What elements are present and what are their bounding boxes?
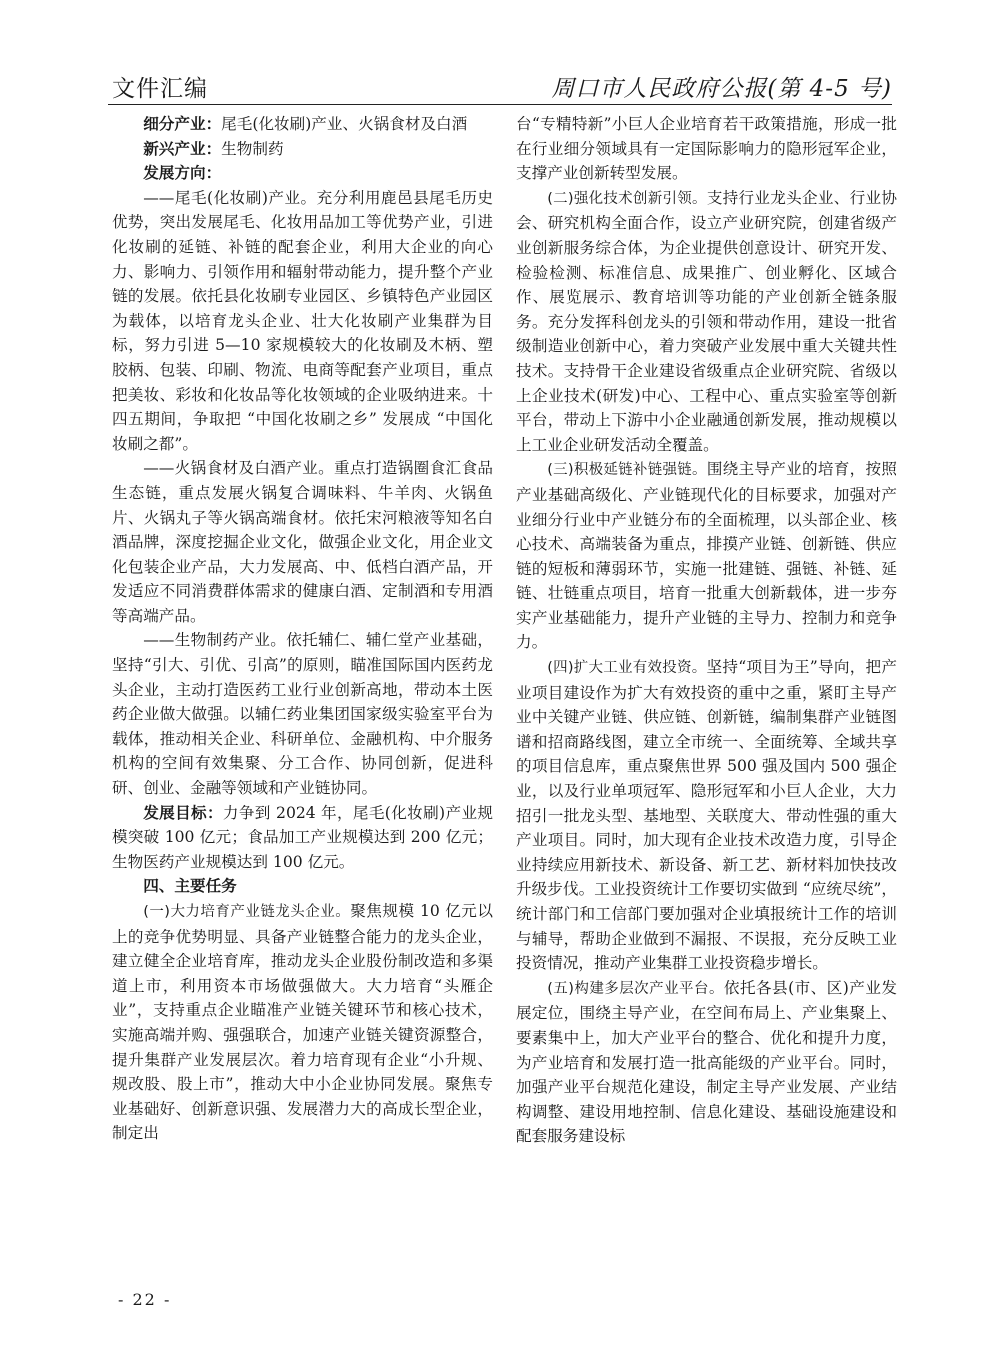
emerging-industry-label: 新兴产业：	[143, 138, 222, 158]
task-3-paragraph	[516, 457, 897, 655]
development-direction-heading	[112, 161, 493, 186]
task-5-label: (五)构建多层次产业平台。	[547, 980, 724, 997]
development-target-label: 发展目标：	[143, 802, 223, 822]
subsector-text: 尾毛(化妆刷)产业、火锅食材及白酒	[221, 115, 468, 133]
task-3-text: 围绕主导产业的培育，按照产业基础高级化、产业链现代化的目标要求，加强对产业细分行业中产业链分布的全面梳理，以头部企业、核心技术、高端装备为重点，排摸产业链、创新链、供应链的短板和薄弱环节，实施一批建链、强链、补链、延链、壮链重点项目，培育一批重大创新载体，进一步夯实产业基础能力，提升产业链的主导力、控制力和竞争力。	[516, 460, 897, 652]
journal-issue-title: 周口市人民政府公报(第 4-5 号)	[551, 76, 892, 102]
task-1-continuation: 台“专精特新”小巨人企业培育若干政策措施，形成一批在行业细分领域具有一定国际影响力的隐形冠军企业，支撑产业创新转型发展。	[516, 115, 897, 183]
task-3-label: (三)积极延链补链强链。	[547, 462, 707, 479]
development-target-paragraph	[112, 801, 493, 875]
journal-section-title: 文件汇编	[112, 76, 208, 102]
development-target-text: 力争到 2024 年，尾毛(化妆刷)产业规模突破 100 亿元；食品加工产业规模达到 200 亿元；生物医药产业规模达到 100 亿元。	[112, 803, 493, 871]
page-number: - 22 -	[118, 1290, 172, 1309]
task-4-paragraph	[516, 655, 897, 976]
paragraph-biopharma: ——生物制药产业。依托辅仁、辅仁堂产业基础，坚持“引大、引优、引高”的原则，瞄准国际国内医药龙头企业，主动打造医药工业行业创新高地，带动本土医药企业做大做强。以辅仁药业集团国家级实验室平台为载体，推动相关企业、科研单位、金融机构、中介服务机构的空间有效集聚、分工合作、协同创新，促进科研、创业、金融等领域和产业链协同。	[112, 631, 493, 798]
task-1-paragraph	[112, 899, 493, 1146]
task-5-paragraph	[516, 976, 897, 1149]
right-column	[516, 112, 897, 1149]
development-direction-label: 发展方向：	[143, 163, 222, 183]
paragraph-hotpot-liquor: ——火锅食材及白酒产业。重点打造锅圈食汇食品生态链，重点发展火锅复合调味料、牛羊肉、火锅鱼片、火锅丸子等火锅高端食材。依托宋河粮液等知名白酒品牌，深度挖掘企业文化，做强企业文化，用企业文化包装企业产品，大力发展高、中、低档白酒产品，开发适应不同消费群体需求的健康白酒、定制酒和专用酒等高端产品。	[112, 459, 493, 625]
section-heading-main-tasks: 四、主要任务	[143, 876, 237, 896]
task-5-text: 依托各县(市、区)产业发展定位，围绕主导产业，在空间布局上、产业集聚上、要素集中上，加大产业平台的整合、优化和提升力度，为产业培育和发展打造一批高能级的产业平台。同时，加强产业平台规范化建设，制定主导产业发展、产业结构调整、建设用地控制、信息化建设、基础设施建设和配套服务建设标	[516, 978, 897, 1146]
subsector-paragraph	[112, 112, 493, 137]
task-4-label: (四)扩大工业有效投资。	[547, 660, 707, 677]
task-2-label: (二)强化技术创新引领。	[547, 190, 707, 207]
emerging-industry-text: 生物制药	[221, 139, 284, 158]
task-2-text: 支持行业龙头企业、行业协会、研究机构全面合作，设立产业研究院，创建省级产业创新服务综合体，为企业提供创意设计、研究开发、检验检测、标准信息、成果推广、创业孵化、区域合作、展览展示、教育培训等功能的产业创新全链条服务。充分发挥科创龙头的引领和带动作用，建设一批省级制造业创新中心，着力突破产业发展中重大关键共性技术。支持骨干企业建设省级重点企业研究院、省级以上企业技术(研发)中心、工程中心、重点实验室等创新平台，带动上下游中小企业融通创新发展，推动规模以上工业企业研发活动全覆盖。	[516, 188, 897, 454]
task-1-label: (一)大力培育产业链龙头企业。	[143, 904, 351, 920]
header-rule	[108, 104, 892, 105]
paragraph-brush-industry: ——尾毛(化妆刷)产业。充分利用鹿邑县尾毛历史优势，突出发展尾毛、化妆用品加工等优势产业，引进化妆刷的延链、补链的配套企业，利用大企业的向心力、影响力、引领作用和辐射带动能力，提升整个产业链的发展。依托县化妆刷专业园区、乡镇特色产业园区为载体，以培育龙头企业、壮大化妆刷产业集群为目标，努力引进 5—10 家规模较大的化妆刷及木柄、塑胶柄、包装、印刷、物流、电商等配套产业项目，重点把美妆、彩妆和化妆品等化妆领域的企业吸纳进来。十四五期间，争取把 “中国化妆刷之乡” 发展成 “中国化妆刷之都”。	[112, 188, 493, 453]
emerging-industry-paragraph	[112, 137, 493, 162]
subsector-label: 细分产业：	[143, 114, 222, 133]
task-1-text: 聚焦规模 10 亿元以上的竞争优势明显、具备产业链整合能力的龙头企业，建立健全企业培育库，推动龙头企业股份制改造和多渠道上市，利用资本市场做强做大。大力培育“头雁企业”，支持重点企业瞄准产业链关键环节和核心技术，实施高端并购、强强联合，加速产业链关键资源整合，提升集群产业发展层次。着力培育现有企业“小升规、规改股、股上市”，推动大中小企业协同发展。聚焦专业基础好、创新意识强、发展潜力大的高成长型企业，制定出	[112, 902, 493, 1143]
task-4-text: 坚持“项目为王”导向，把产业项目建设作为扩大有效投资的重中之重，紧盯主导产业中关键产业链、供应链、创新链，编制集群产业链图谱和招商路线图，建立全市统一、全面统筹、全域共享的项目信息库，重点聚焦世界 500 强及国内 500 强企业，以及行业单项冠军、隐形冠军和小巨人企业，大力招引一批龙头型、基地型、关联度大、带动性强的重大产业项目。同时，加大现有企业技术改造力度，引导企业持续应用新技术、新设备、新工艺、新材料加快技改升级步伐。工业投资统计工作要切实做到 “应统尽统”，统计部门和工信部门要加强对企业填报统计工作的培训与辅导，帮助企业做到不漏报、不误报，充分反映工业投资情况，推动产业集群工业投资稳步增长。	[516, 658, 897, 973]
left-column	[112, 112, 493, 1146]
task-2-paragraph	[516, 186, 897, 458]
